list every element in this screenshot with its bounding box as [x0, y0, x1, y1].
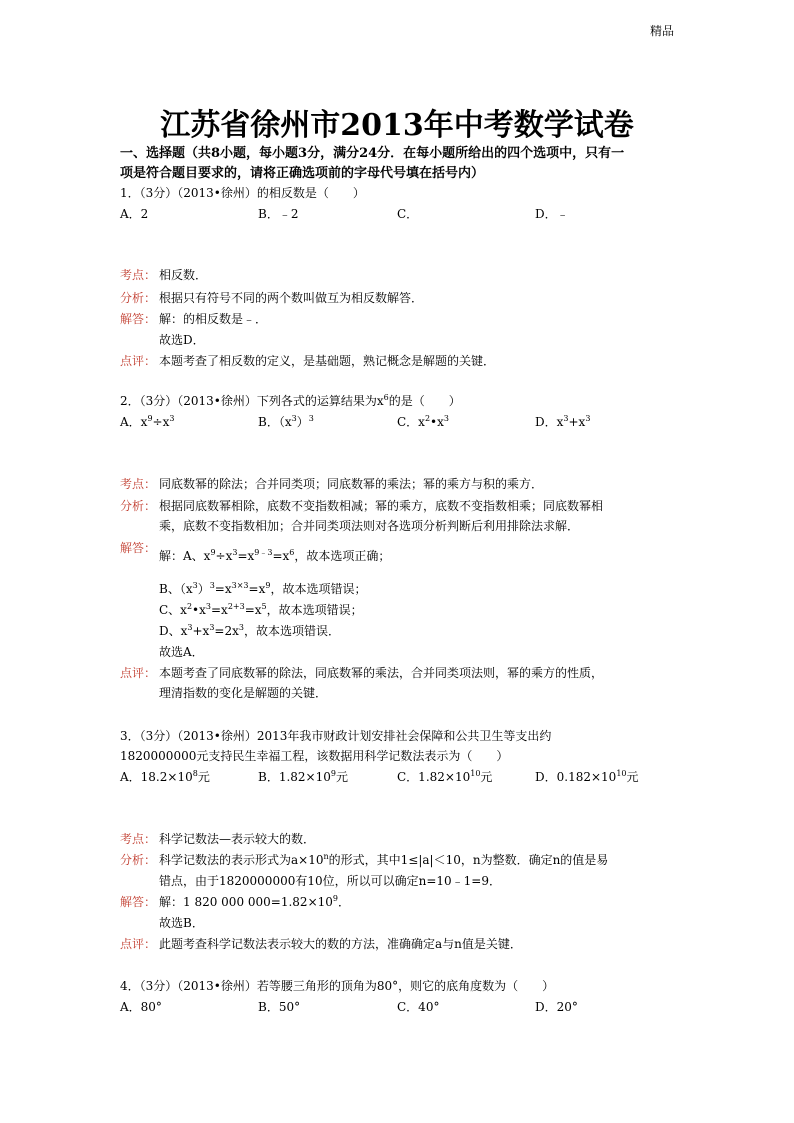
q3-option-d: D．$0.182\times 10^{10}$元 — [535, 769, 639, 784]
section-heading-line-2: 项是符合题目要求的，请将正确选项前的字母代号填在括号内） — [120, 166, 485, 181]
q1-stem: 1．（3分）（2013•徐州）的相反数是（ ） — [120, 186, 365, 200]
q3-kaodian-label: 考点： — [120, 832, 157, 846]
q3-fenxi-line-2: 错点，由于1820000000有10位，所以可以确定n=10﹣1=9． — [159, 874, 501, 888]
q3-dianping-text: 此题考查科学记数法表示较大的数的方法，准确确定a与n值是关键． — [159, 937, 522, 951]
section-heading-line-1: 一、选择题（共8小题，每小题3分，满分24分．在每小题所给出的四个选项中，只有一 — [120, 146, 625, 161]
q1-fenxi-label: 分析： — [120, 291, 157, 305]
q2-option-a: A．$x^9\div x^3$ — [120, 414, 175, 429]
q2-kaodian-label: 考点： — [120, 477, 157, 491]
q2-jieda-line-a: 解：A、$x^9\div x^3=x^{9﹣3}=x^6$，故本选项正确； — [159, 548, 391, 563]
q3-option-c: C．$1.82\times 10^{10}$元 — [397, 769, 493, 784]
q4-option-a: A．80° — [120, 1000, 162, 1014]
q4-option-d: D．20° — [535, 1000, 578, 1014]
q4-option-b: B．50° — [258, 1000, 301, 1014]
q2-dianping-label: 点评： — [120, 666, 157, 680]
q3-stem-line-2: 1820000000元支持民生幸福工程，该数据用科学记数法表示为（ ） — [120, 749, 509, 763]
q1-option-a: A．2 — [120, 207, 149, 221]
q2-dianping-line-2: 理清指数的变化是解题的关键． — [159, 686, 328, 700]
q1-dianping-label: 点评： — [120, 354, 157, 368]
q2-stem: 2．（3分）（2013•徐州）下列各式的运算结果为$x^6$的是（ ） — [120, 393, 461, 408]
q1-jieda-line-2: 故选D． — [159, 333, 205, 347]
q1-option-b: B．﹣2 — [258, 207, 299, 221]
q2-jieda-label: 解答： — [120, 541, 157, 555]
q1-option-c: C． — [397, 207, 419, 221]
q1-kaodian-text: 相反数． — [159, 268, 208, 282]
q2-option-d: D．$x^3+x^3$ — [535, 414, 591, 429]
q2-kaodian-text: 同底数幂的除法；合并同类项；同底数幂的乘法；幂的乘方与积的乘方． — [159, 477, 544, 491]
q2-jieda-line-b: B、$(x^3)^3=x^{3\times 3}=x^9$，故本选项错误； — [159, 581, 367, 596]
q1-jieda-line-1: 解：的相反数是﹣． — [159, 312, 268, 326]
q3-kaodian-text: 科学记数法—表示较大的数． — [159, 832, 316, 846]
q3-jieda-line-2: 故选B． — [159, 916, 204, 930]
q1-dianping-text: 本题考查了相反数的定义，是基础题，熟记概念是解题的关键． — [159, 354, 496, 368]
q3-option-b: B．$1.82\times 10^9$元 — [258, 769, 348, 784]
q1-jieda-label: 解答： — [120, 312, 157, 326]
page-header-mark: 精品 — [650, 24, 675, 38]
q2-jieda-line-e: 故选A． — [159, 645, 204, 659]
q4-option-c: C．40° — [397, 1000, 440, 1014]
q1-option-d: D．﹣ — [535, 207, 569, 221]
q3-fenxi-label: 分析： — [120, 853, 157, 867]
q2-fenxi-line-1: 根据同底数幂相除，底数不变指数相减；幂的乘方，底数不变指数相乘；同底数幂相 — [159, 499, 604, 513]
q2-option-c: C．$x^2•x^3$ — [397, 414, 449, 429]
q3-dianping-label: 点评： — [120, 937, 157, 951]
q1-fenxi-text: 根据只有符号不同的两个数叫做互为相反数解答． — [159, 291, 424, 305]
page-title: 江苏省徐州市2013年中考数学试卷 — [160, 108, 634, 143]
q3-jieda-label: 解答： — [120, 895, 157, 909]
q4-stem: 4．（3分）（2013•徐州）若等腰三角形的顶角为80°，则它的底角度数为（ ） — [120, 979, 555, 993]
q2-jieda-line-d: D、$x^3+x^3=2x^3$，故本选项错误． — [159, 623, 340, 638]
q2-fenxi-label: 分析： — [120, 499, 157, 513]
q3-fenxi-line-1: 科学记数法的表示形式为$a\times 10^n$的形式，其中1≤|a|＜10，n为整数．确定n的值是易 — [159, 852, 609, 867]
q2-option-b: B．$(x^3)^3$ — [258, 414, 314, 429]
q2-dianping-line-1: 本题考查了同底数幂的除法，同底数幂的乘法，合并同类项法则，幂的乘方的性质， — [159, 666, 604, 680]
q3-option-a: A．$18.2\times 10^8$元 — [120, 769, 210, 784]
q1-kaodian-label: 考点： — [120, 268, 157, 282]
q3-stem-line-1: 3．（3分）（2013•徐州）2013年我市财政计划安排社会保障和公共卫生等支出约 — [120, 729, 552, 743]
q3-jieda-line-1: 解：1 820 000 $000=1.82\times 10^9$． — [159, 894, 350, 909]
q2-jieda-line-c: C、$x^2•x^3=x^{2+3}=x^5$，故本选项错误； — [159, 602, 363, 617]
q2-fenxi-line-2: 乘，底数不变指数相加；合并同类项法则对各选项分析判断后利用排除法求解． — [159, 519, 580, 533]
